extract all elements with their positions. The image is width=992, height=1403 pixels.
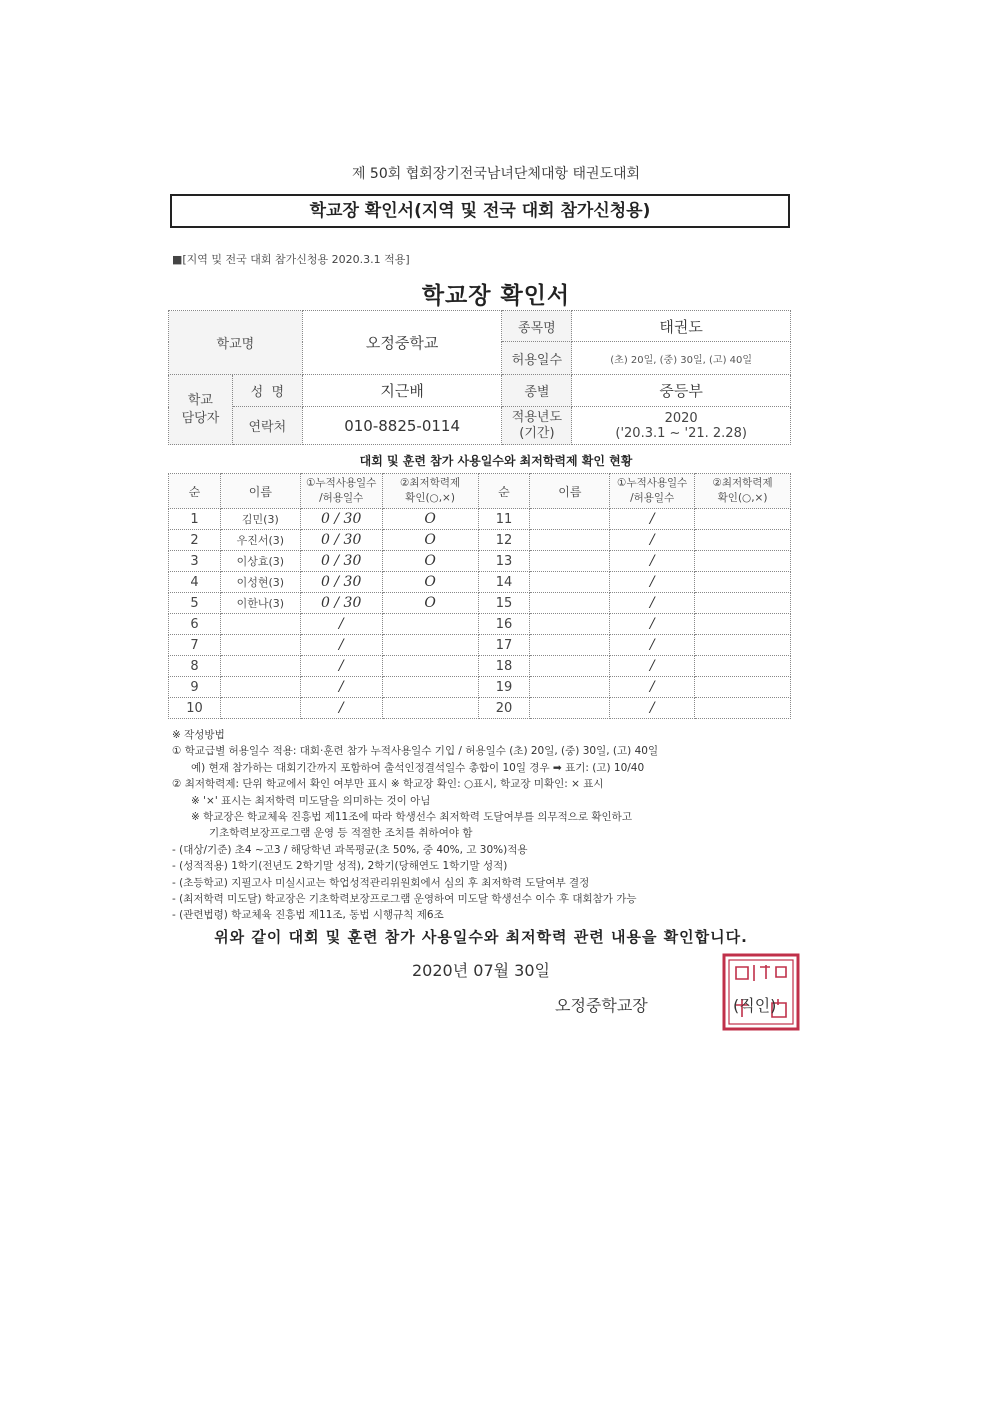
row-number: 8 <box>169 656 221 677</box>
academic-check <box>695 551 791 572</box>
academic-check: O <box>382 551 478 572</box>
academic-check <box>382 635 478 656</box>
days-used: / <box>610 614 695 635</box>
academic-check: O <box>382 509 478 530</box>
academic-check <box>695 656 791 677</box>
academic-check <box>382 677 478 698</box>
athlete-name: 김민(3) <box>220 509 300 530</box>
academic-check: O <box>382 593 478 614</box>
sport-value: 태권도 <box>572 311 791 342</box>
athlete-name <box>530 530 610 551</box>
header-check-right: ②최저학력제 확인(○,×) <box>695 474 791 509</box>
days-used: 0 / 30 <box>300 593 382 614</box>
academic-check: O <box>382 572 478 593</box>
manager-name-label: 성 명 <box>232 375 302 407</box>
roster-header-row <box>169 474 791 509</box>
academic-check <box>695 530 791 551</box>
apply-note: ■[지역 및 전국 대회 참가신청용 2020.3.1 적용] <box>172 253 410 266</box>
confirmation-statement: 위와 같이 대회 및 훈련 참가 사용일수와 최저학력 관련 내용을 확인합니다. <box>214 928 748 946</box>
issue-date: 2020년 07월 30일 <box>412 961 550 980</box>
athlete-name <box>530 635 610 656</box>
days-used: / <box>300 677 382 698</box>
days-used: / <box>610 698 695 719</box>
athlete-name <box>530 698 610 719</box>
days-used: / <box>610 551 695 572</box>
athlete-name <box>530 614 610 635</box>
manager-label: 학교 담당자 <box>169 375 233 445</box>
instruction-line: ※ 학교장은 학교체육 진흥법 제11조에 따라 학생선수 최저학력 도달여부를 의무적으로 확인하고 <box>191 811 632 824</box>
principal-name: 오정중학교장 <box>555 996 648 1015</box>
school-name-value: 오정중학교 <box>302 311 502 375</box>
year-label: 적용년도 (기간) <box>502 407 572 445</box>
row-number: 13 <box>478 551 530 572</box>
instruction-line: 예) 현재 참가하는 대회기간까지 포함하여 출석인정결석일수 총합이 10일 경우 ➡ 표기: (고) 10/40 <box>191 761 645 774</box>
instruction-line: - (초등학교) 지필고사 미실시교는 학업성적관리위원회에서 심의 후 최저학력 도달여부 결정 <box>172 876 590 889</box>
document-title: 학교장 확인서 <box>421 283 571 309</box>
header-name: 이름 <box>220 474 300 509</box>
days-used: / <box>610 677 695 698</box>
academic-check <box>382 614 478 635</box>
period-value: ('20.3.1 ~ '21. 2.28) <box>615 425 747 441</box>
instruction-line: - (성적적용) 1학기(전년도 2학기말 성적), 2학기(당해연도 1학기말 성적) <box>172 860 508 873</box>
athlete-name: 이한나(3) <box>220 593 300 614</box>
athlete-name <box>530 593 610 614</box>
athlete-name <box>220 614 300 635</box>
athlete-name <box>220 656 300 677</box>
table-row <box>169 509 791 530</box>
row-number: 5 <box>169 593 221 614</box>
year-value: 2020 <box>664 410 698 426</box>
row-number: 3 <box>169 551 221 572</box>
athlete-roster-table <box>168 473 791 719</box>
academic-check <box>695 677 791 698</box>
table-row <box>169 677 791 698</box>
manager-name-value: 지근배 <box>302 375 502 407</box>
row-number: 6 <box>169 614 221 635</box>
academic-check <box>695 635 791 656</box>
instruction-line: ※ 작성방법 <box>172 729 225 741</box>
header-no-right: 순 <box>478 474 530 509</box>
writing-instructions <box>172 727 792 924</box>
row-number: 15 <box>478 593 530 614</box>
header-check: ②최저학력제 확인(○,×) <box>382 474 478 509</box>
category-value: 중등부 <box>572 375 791 407</box>
row-number: 18 <box>478 656 530 677</box>
contact-label: 연락처 <box>232 407 302 445</box>
athlete-name <box>220 677 300 698</box>
days-used: / <box>610 509 695 530</box>
instruction-line: - (최저학력 미도달) 학교장은 기초학력보장프로그램 운영하여 미도달 학생선수 이수 후 대회참가 가능 <box>172 893 637 906</box>
instruction-line: ※ '×' 표시는 최저학력 미도달을 의미하는 것이 아님 <box>191 794 431 807</box>
days-used: / <box>610 635 695 656</box>
event-title: 제 50회 협회장기전국남녀단체대항 태권도대회 <box>351 166 641 182</box>
athlete-name <box>530 677 610 698</box>
category-label: 종별 <box>502 375 572 407</box>
instruction-line: 기초학력보장프로그램 운영 등 적절한 조치를 취하여야 함 <box>209 827 473 840</box>
table-row <box>169 656 791 677</box>
athlete-name <box>530 656 610 677</box>
sport-label: 종목명 <box>502 311 572 342</box>
academic-check <box>695 698 791 719</box>
academic-check: O <box>382 530 478 551</box>
instruction-line: - (대상/기준) 초4 ~고3 / 해당학년 과목평균(초 50%, 중 40%, 고 30%)적용 <box>172 843 528 856</box>
athlete-name: 이성현(3) <box>220 572 300 593</box>
days-used: 0 / 30 <box>300 572 382 593</box>
table-row <box>169 698 791 719</box>
days-used: 0 / 30 <box>300 551 382 572</box>
academic-check <box>695 509 791 530</box>
row-number: 12 <box>478 530 530 551</box>
row-number: 11 <box>478 509 530 530</box>
academic-check <box>382 698 478 719</box>
athlete-name <box>220 698 300 719</box>
days-used: / <box>300 635 382 656</box>
row-number: 7 <box>169 635 221 656</box>
days-used: 0 / 30 <box>300 530 382 551</box>
header-days: ①누적사용일수 /허용일수 <box>300 474 382 509</box>
table-row <box>169 530 791 551</box>
header-name-right: 이름 <box>530 474 610 509</box>
table-row <box>169 572 791 593</box>
athlete-name: 우진서(3) <box>220 530 300 551</box>
school-name-label: 학교명 <box>169 311 303 375</box>
header-no: 순 <box>169 474 221 509</box>
header-days-right: ①누적사용일수 /허용일수 <box>610 474 695 509</box>
athlete-name <box>530 551 610 572</box>
academic-check <box>382 656 478 677</box>
contact-value: 010-8825-0114 <box>302 407 502 445</box>
athlete-name <box>530 572 610 593</box>
days-used: / <box>300 614 382 635</box>
row-number: 10 <box>169 698 221 719</box>
row-number: 1 <box>169 509 221 530</box>
table-row <box>169 593 791 614</box>
section-title: 대회 및 훈련 참가 사용일수와 최저학력제 확인 현황 <box>359 454 633 468</box>
allowed-days-label: 허용일수 <box>502 342 572 375</box>
academic-check <box>695 593 791 614</box>
school-info-table <box>168 310 791 445</box>
instruction-line: ② 최저학력제: 단위 학교에서 확인 여부만 표시 ※ 학교장 확인: ○표시, 학교장 미확인: × 표시 <box>172 778 604 791</box>
days-used: / <box>300 698 382 719</box>
official-seal-icon <box>722 953 800 1031</box>
instruction-line: ① 학교급별 허용일수 적용: 대회·훈련 참가 누적사용일수 기입 / 허용일수 (초) 20일, (중) 30일, (고) 40일 <box>172 745 659 758</box>
instruction-line: - (관련법령) 학교체육 진흥법 제11조, 동법 시행규칙 제6조 <box>172 909 444 922</box>
days-used: / <box>610 572 695 593</box>
allowed-days-value: (초) 20일, (중) 30일, (고) 40일 <box>572 342 791 375</box>
row-number: 17 <box>478 635 530 656</box>
days-used: / <box>610 656 695 677</box>
table-row <box>169 614 791 635</box>
athlete-name <box>530 509 610 530</box>
row-number: 20 <box>478 698 530 719</box>
days-used: / <box>300 656 382 677</box>
year-cell <box>572 407 791 445</box>
athlete-name <box>220 635 300 656</box>
academic-check <box>695 572 791 593</box>
row-number: 16 <box>478 614 530 635</box>
row-number: 2 <box>169 530 221 551</box>
row-number: 19 <box>478 677 530 698</box>
table-row <box>169 635 791 656</box>
days-used: / <box>610 593 695 614</box>
academic-check <box>695 614 791 635</box>
table-row <box>169 551 791 572</box>
athlete-name: 이상효(3) <box>220 551 300 572</box>
row-number: 14 <box>478 572 530 593</box>
days-used: 0 / 30 <box>300 509 382 530</box>
row-number: 9 <box>169 677 221 698</box>
seal-label: (직인) <box>733 996 777 1015</box>
certificate-box-title: 학교장 확인서(지역 및 전국 대회 참가신청용) <box>170 194 790 228</box>
row-number: 4 <box>169 572 221 593</box>
days-used: / <box>610 530 695 551</box>
